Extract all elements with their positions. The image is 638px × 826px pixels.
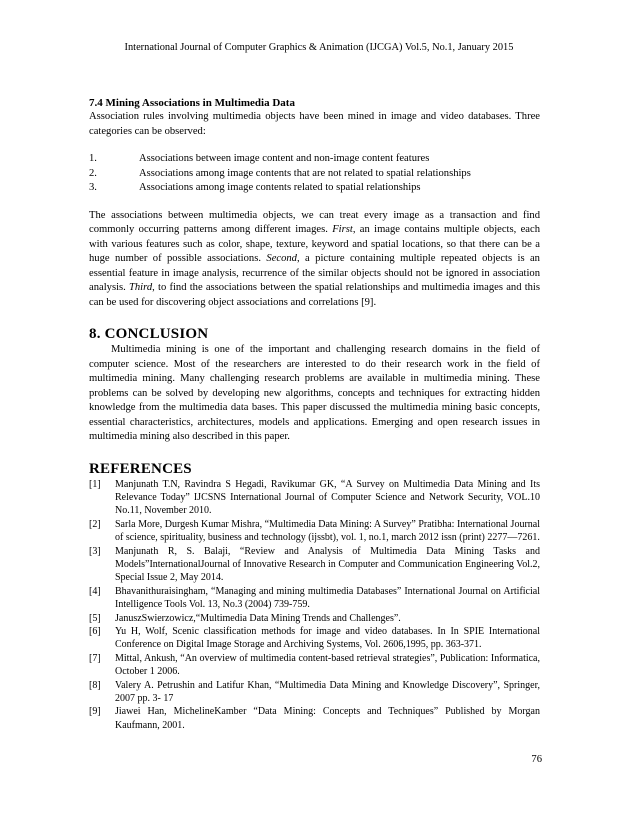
reference-item	[89, 585, 540, 612]
association-categories-list	[89, 152, 540, 196]
section-7-4-heading: 7.4 Mining Associations in Multimedia Data	[89, 97, 295, 109]
spacer	[89, 196, 540, 209]
reference-number: [2]	[89, 518, 101, 530]
conclusion-text: Multimedia mining is one of the important and challenging research domains in the field of computer science. Most of the researchers are interested to do their research work in the field of multimedia mining. Many challenging research problems are available in multimedia mining. These problems can be solved by developing new algorithms, concepts and techniques for extracting hidden knowledge from the multimedia data bases. This paper discussed the multimedia mining basic concepts, essential characteristics, architectures, models and applications. Emerging and open research issues in multimedia mining also described in this paper.	[89, 344, 540, 442]
list-item-text: Associations among image contents that are not related to spatial relationships	[139, 167, 471, 179]
page-number: 76	[531, 754, 542, 765]
reference-item	[89, 612, 540, 625]
paragraph-text: , an image contains multiple objects, each with various features such as color, shape, texture, keyword and spatial locations, so that there can be a huge number of possible associations.	[89, 224, 541, 264]
references-list	[89, 478, 540, 733]
third-emphasis: Third	[128, 282, 153, 293]
section-7-4-intro: Association rules involving multimedia objects have been mined in image and video databases. Three categories can be observed:	[89, 111, 540, 137]
reference-number: [5]	[89, 612, 101, 624]
associations-paragraph	[89, 209, 540, 311]
list-item-text: Associations among image contents related to spatial relationships	[139, 182, 421, 193]
conclusion-heading: 8. CONCLUSION	[89, 326, 209, 342]
spacer	[89, 139, 540, 152]
reference-item	[89, 625, 540, 652]
paragraph-text: The associations between multimedia objects, we can treat every image as a transaction and find commonly occurring patterns among different images.	[89, 209, 540, 235]
reference-text: Manjunath T.N, Ravindra S Hegadi, Ravikumar GK, “A Survey on Multimedia Data Mining and Its Relevance Today” IJCSNS International Journal of Computer Science and Network Security, VOL.10 No.11, November 2010.	[115, 478, 540, 517]
reference-text: Jiawei Han, MichelineKamber “Data Mining: Concepts and Techniques” Published by Morgan Kaufmann, 2001.	[115, 706, 540, 731]
reference-item	[89, 679, 540, 706]
page-content	[89, 96, 540, 732]
spacer	[89, 445, 540, 460]
reference-item	[89, 545, 540, 585]
spacer	[89, 310, 540, 325]
reference-item	[89, 518, 540, 545]
paragraph-text: , a picture containing multiple repeated objects is an essential feature in image analysis, recurrence of the similar objects should not be ignored in association analysis.	[89, 253, 540, 293]
reference-text: Yu H, Wolf, Scenic classification methods for image and video databases. In In SPIE International Conference on Digital Image Storage and Archiving Systems, Vol. 2606,1995, pp. 363-371.	[115, 625, 540, 651]
list-item	[89, 181, 540, 196]
list-item-number: 3.	[89, 182, 97, 193]
references-heading: REFERENCES	[89, 460, 192, 477]
reference-text: Manjunath R, S. Balaji, “Review and Analysis of Multimedia Data Mining Tasks and Models”InternationalJournal of Innovative Research in Computer and Communication Engineering Vol.2, Special Issue 2, May 2014.	[115, 545, 540, 584]
reference-number: [3]	[89, 545, 101, 557]
reference-text: JanuszSwierzowicz,“Multimedia Data Mining Trends and Challenges”.	[115, 612, 401, 624]
reference-item	[89, 652, 540, 679]
list-item-text: Associations between image content and non-image content features	[139, 153, 430, 164]
paragraph-text: , to find the associations between the spatial relationships and multimedia images and this can be used for discovering object associations and correlations [9].	[89, 282, 540, 308]
reference-number: [6]	[89, 625, 101, 637]
reference-number: [8]	[89, 679, 101, 691]
reference-text: Mittal, Ankush, “An overview of multimedia content-based retrieval strategies”, Publication: Informatica, October 1 2006.	[115, 652, 540, 678]
reference-text: Bhavanithuraisingham, “Managing and mining multimedia Databases” International Journal on Artificial Intelligence Tools Vol. 13, No.3 (2004) 739-759.	[115, 585, 540, 611]
reference-number: [9]	[89, 706, 101, 718]
reference-number: [7]	[89, 652, 101, 664]
reference-number: [4]	[89, 585, 101, 597]
list-item-number: 1.	[89, 153, 97, 164]
reference-text: Valery A. Petrushin and Latifur Khan, “Multimedia Data Mining and Knowledge Discovery”, Springer, 2007 pp. 3- 17	[115, 679, 540, 704]
running-header: International Journal of Computer Graphics & Animation (IJCGA) Vol.5, No.1, January 2015	[124, 42, 514, 53]
reference-number: [1]	[89, 478, 101, 490]
list-item	[89, 167, 540, 182]
reference-item	[89, 705, 540, 732]
reference-text: Sarla More, Durgesh Kumar Mishra, “Multimedia Data Mining: A Survey” Pratibha: International Journal of science, spirituality, business and technology (ijssbt), vol. 1, no.1, march 2012 issn (print) 2277—7261.	[115, 518, 540, 544]
list-item	[89, 152, 540, 167]
reference-item	[89, 478, 540, 518]
list-item-number: 2.	[89, 167, 97, 179]
first-emphasis: First	[332, 224, 353, 235]
second-emphasis: Second	[266, 253, 297, 264]
